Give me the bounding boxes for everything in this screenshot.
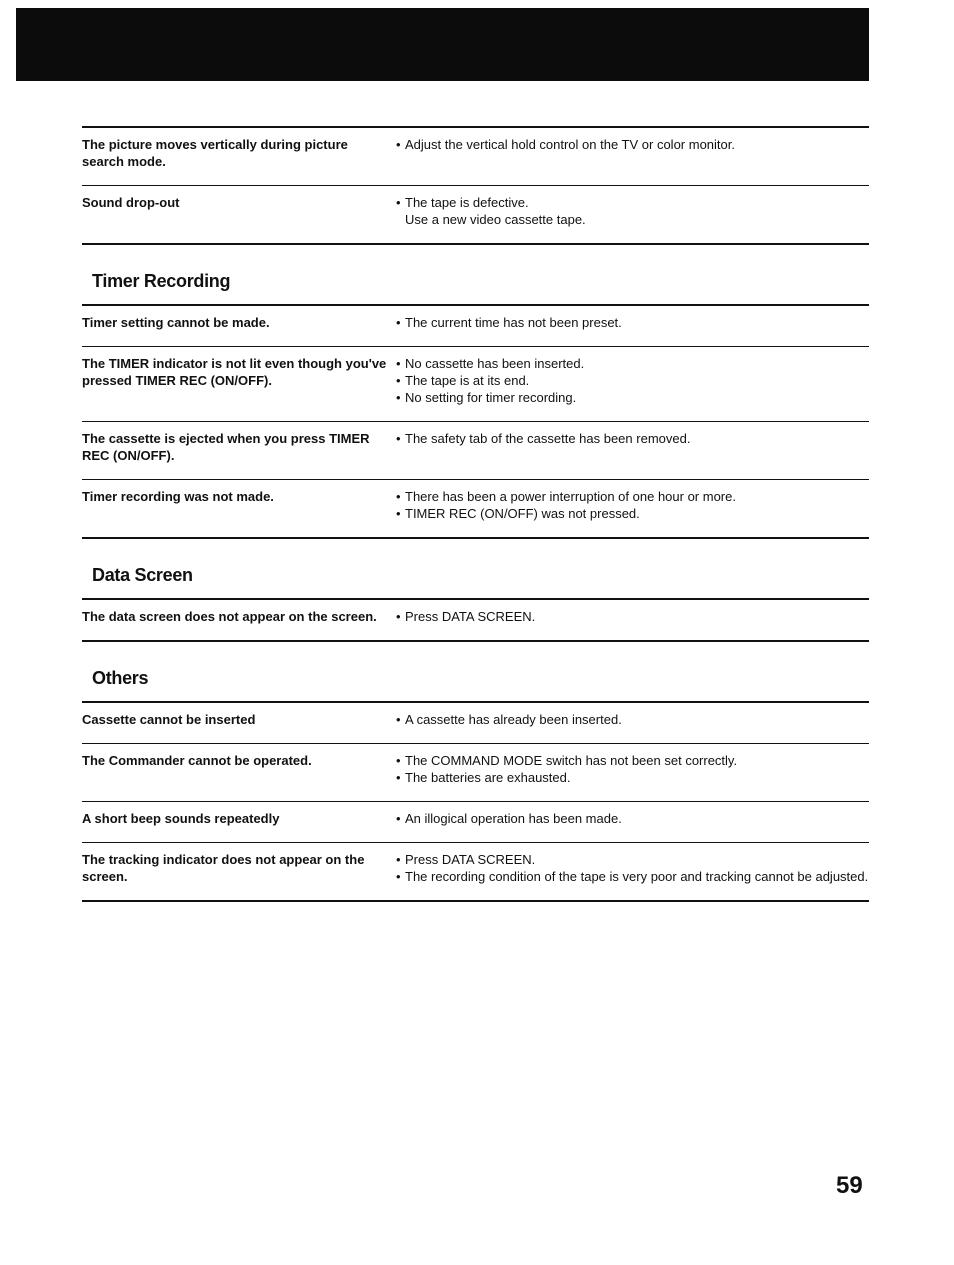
bullet-icon: • (396, 712, 401, 727)
remedy-item (396, 769, 869, 786)
remedy-item (396, 430, 869, 447)
remedy-list (396, 608, 869, 625)
section-group (82, 270, 869, 539)
remedy-item (396, 752, 869, 769)
table-row (82, 346, 869, 421)
bullet-icon: • (396, 753, 401, 768)
bullet-icon: • (396, 811, 401, 826)
table-row (82, 479, 869, 537)
bullet-icon: • (396, 770, 401, 785)
bullet-icon: • (396, 489, 401, 504)
problem-text: The data screen does not appear on the screen. (82, 609, 377, 624)
section-group (82, 126, 869, 245)
section-end-rule (82, 640, 869, 642)
section-end-rule (82, 537, 869, 539)
bullet-icon: • (396, 869, 401, 884)
table-row (82, 598, 869, 640)
table-row (82, 743, 869, 801)
bullet-icon: • (396, 373, 401, 388)
bullet-icon: • (396, 195, 401, 210)
remedy-text: There has been a power interruption of one hour or more. (405, 489, 736, 504)
bullet-icon: • (396, 390, 401, 405)
remedy-text: Press DATA SCREEN. (405, 852, 536, 867)
remedy-item (396, 505, 869, 522)
remedy-text: The current time has not been preset. (405, 315, 622, 330)
section-title: Data Screen (92, 565, 193, 585)
table-row (82, 701, 869, 743)
table-row (82, 126, 869, 185)
section-table (82, 304, 869, 539)
remedy-text: A cassette has already been inserted. (405, 712, 622, 727)
remedy-item (396, 389, 869, 406)
remedy-list (396, 752, 869, 786)
bullet-icon: • (396, 506, 401, 521)
remedy-text: An illogical operation has been made. (405, 811, 622, 826)
bullet-icon: • (396, 852, 401, 867)
troubleshooting-table (82, 126, 869, 902)
remedy-item (396, 608, 869, 625)
problem-text: The TIMER indicator is not lit even though you've pressed TIMER REC (ON/OFF). (82, 356, 387, 388)
problem-text: Timer recording was not made. (82, 489, 274, 504)
section-table (82, 598, 869, 642)
problem-text: Timer setting cannot be made. (82, 315, 270, 330)
remedy-text: Adjust the vertical hold control on the TV or color monitor. (405, 137, 735, 152)
table-row (82, 421, 869, 479)
remedy-list (396, 810, 869, 827)
section-group (82, 564, 869, 642)
bullet-icon: • (396, 609, 401, 624)
remedy-text: The tape is defective. Use a new video cassette tape. (405, 195, 586, 227)
remedy-text: The safety tab of the cassette has been removed. (405, 431, 691, 446)
bullet-icon: • (396, 137, 401, 152)
section-title: Others (92, 668, 149, 688)
remedy-text: The COMMAND MODE switch has not been set correctly. (405, 753, 738, 768)
remedy-text: The batteries are exhausted. (405, 770, 571, 785)
problem-text: The tracking indicator does not appear on the screen. (82, 852, 365, 884)
remedy-list (396, 430, 869, 447)
remedy-item (396, 372, 869, 389)
bullet-icon: • (396, 315, 401, 330)
remedy-item (396, 194, 869, 228)
remedy-text: Press DATA SCREEN. (405, 609, 536, 624)
remedy-item (396, 711, 869, 728)
remedy-text: No cassette has been inserted. (405, 356, 585, 371)
remedy-list (396, 355, 869, 406)
page-number: 59 (836, 1172, 863, 1199)
remedy-item (396, 851, 869, 868)
remedy-item (396, 868, 869, 885)
remedy-item (396, 314, 869, 331)
table-row (82, 304, 869, 346)
table-row (82, 801, 869, 842)
remedy-text: No setting for timer recording. (405, 390, 577, 405)
remedy-text: TIMER REC (ON/OFF) was not pressed. (405, 506, 640, 521)
section-end-rule (82, 243, 869, 245)
problem-text: A short beep sounds repeatedly (82, 811, 280, 826)
remedy-list (396, 711, 869, 728)
section-title: Timer Recording (92, 271, 231, 291)
table-row (82, 185, 869, 243)
header-bar (16, 8, 869, 81)
section-end-rule (82, 900, 869, 902)
problem-text: Sound drop-out (82, 195, 180, 210)
remedy-item (396, 136, 869, 153)
section-table (82, 701, 869, 902)
bullet-icon: • (396, 431, 401, 446)
problem-text: Cassette cannot be inserted (82, 712, 256, 727)
section-table (82, 126, 869, 245)
remedy-list (396, 136, 869, 153)
remedy-text: The tape is at its end. (405, 373, 530, 388)
remedy-list (396, 314, 869, 331)
remedy-item (396, 810, 869, 827)
remedy-list (396, 488, 869, 522)
remedy-list (396, 194, 869, 228)
remedy-text: The recording condition of the tape is very poor and tracking cannot be adjusted. (405, 869, 869, 884)
problem-text: The picture moves vertically during picture search mode. (82, 137, 348, 169)
remedy-list (396, 851, 869, 885)
problem-text: The cassette is ejected when you press TIMER REC (ON/OFF). (82, 431, 370, 463)
bullet-icon: • (396, 356, 401, 371)
remedy-item (396, 488, 869, 505)
problem-text: The Commander cannot be operated. (82, 753, 312, 768)
table-row (82, 842, 869, 900)
section-group (82, 667, 869, 902)
remedy-item (396, 355, 869, 372)
